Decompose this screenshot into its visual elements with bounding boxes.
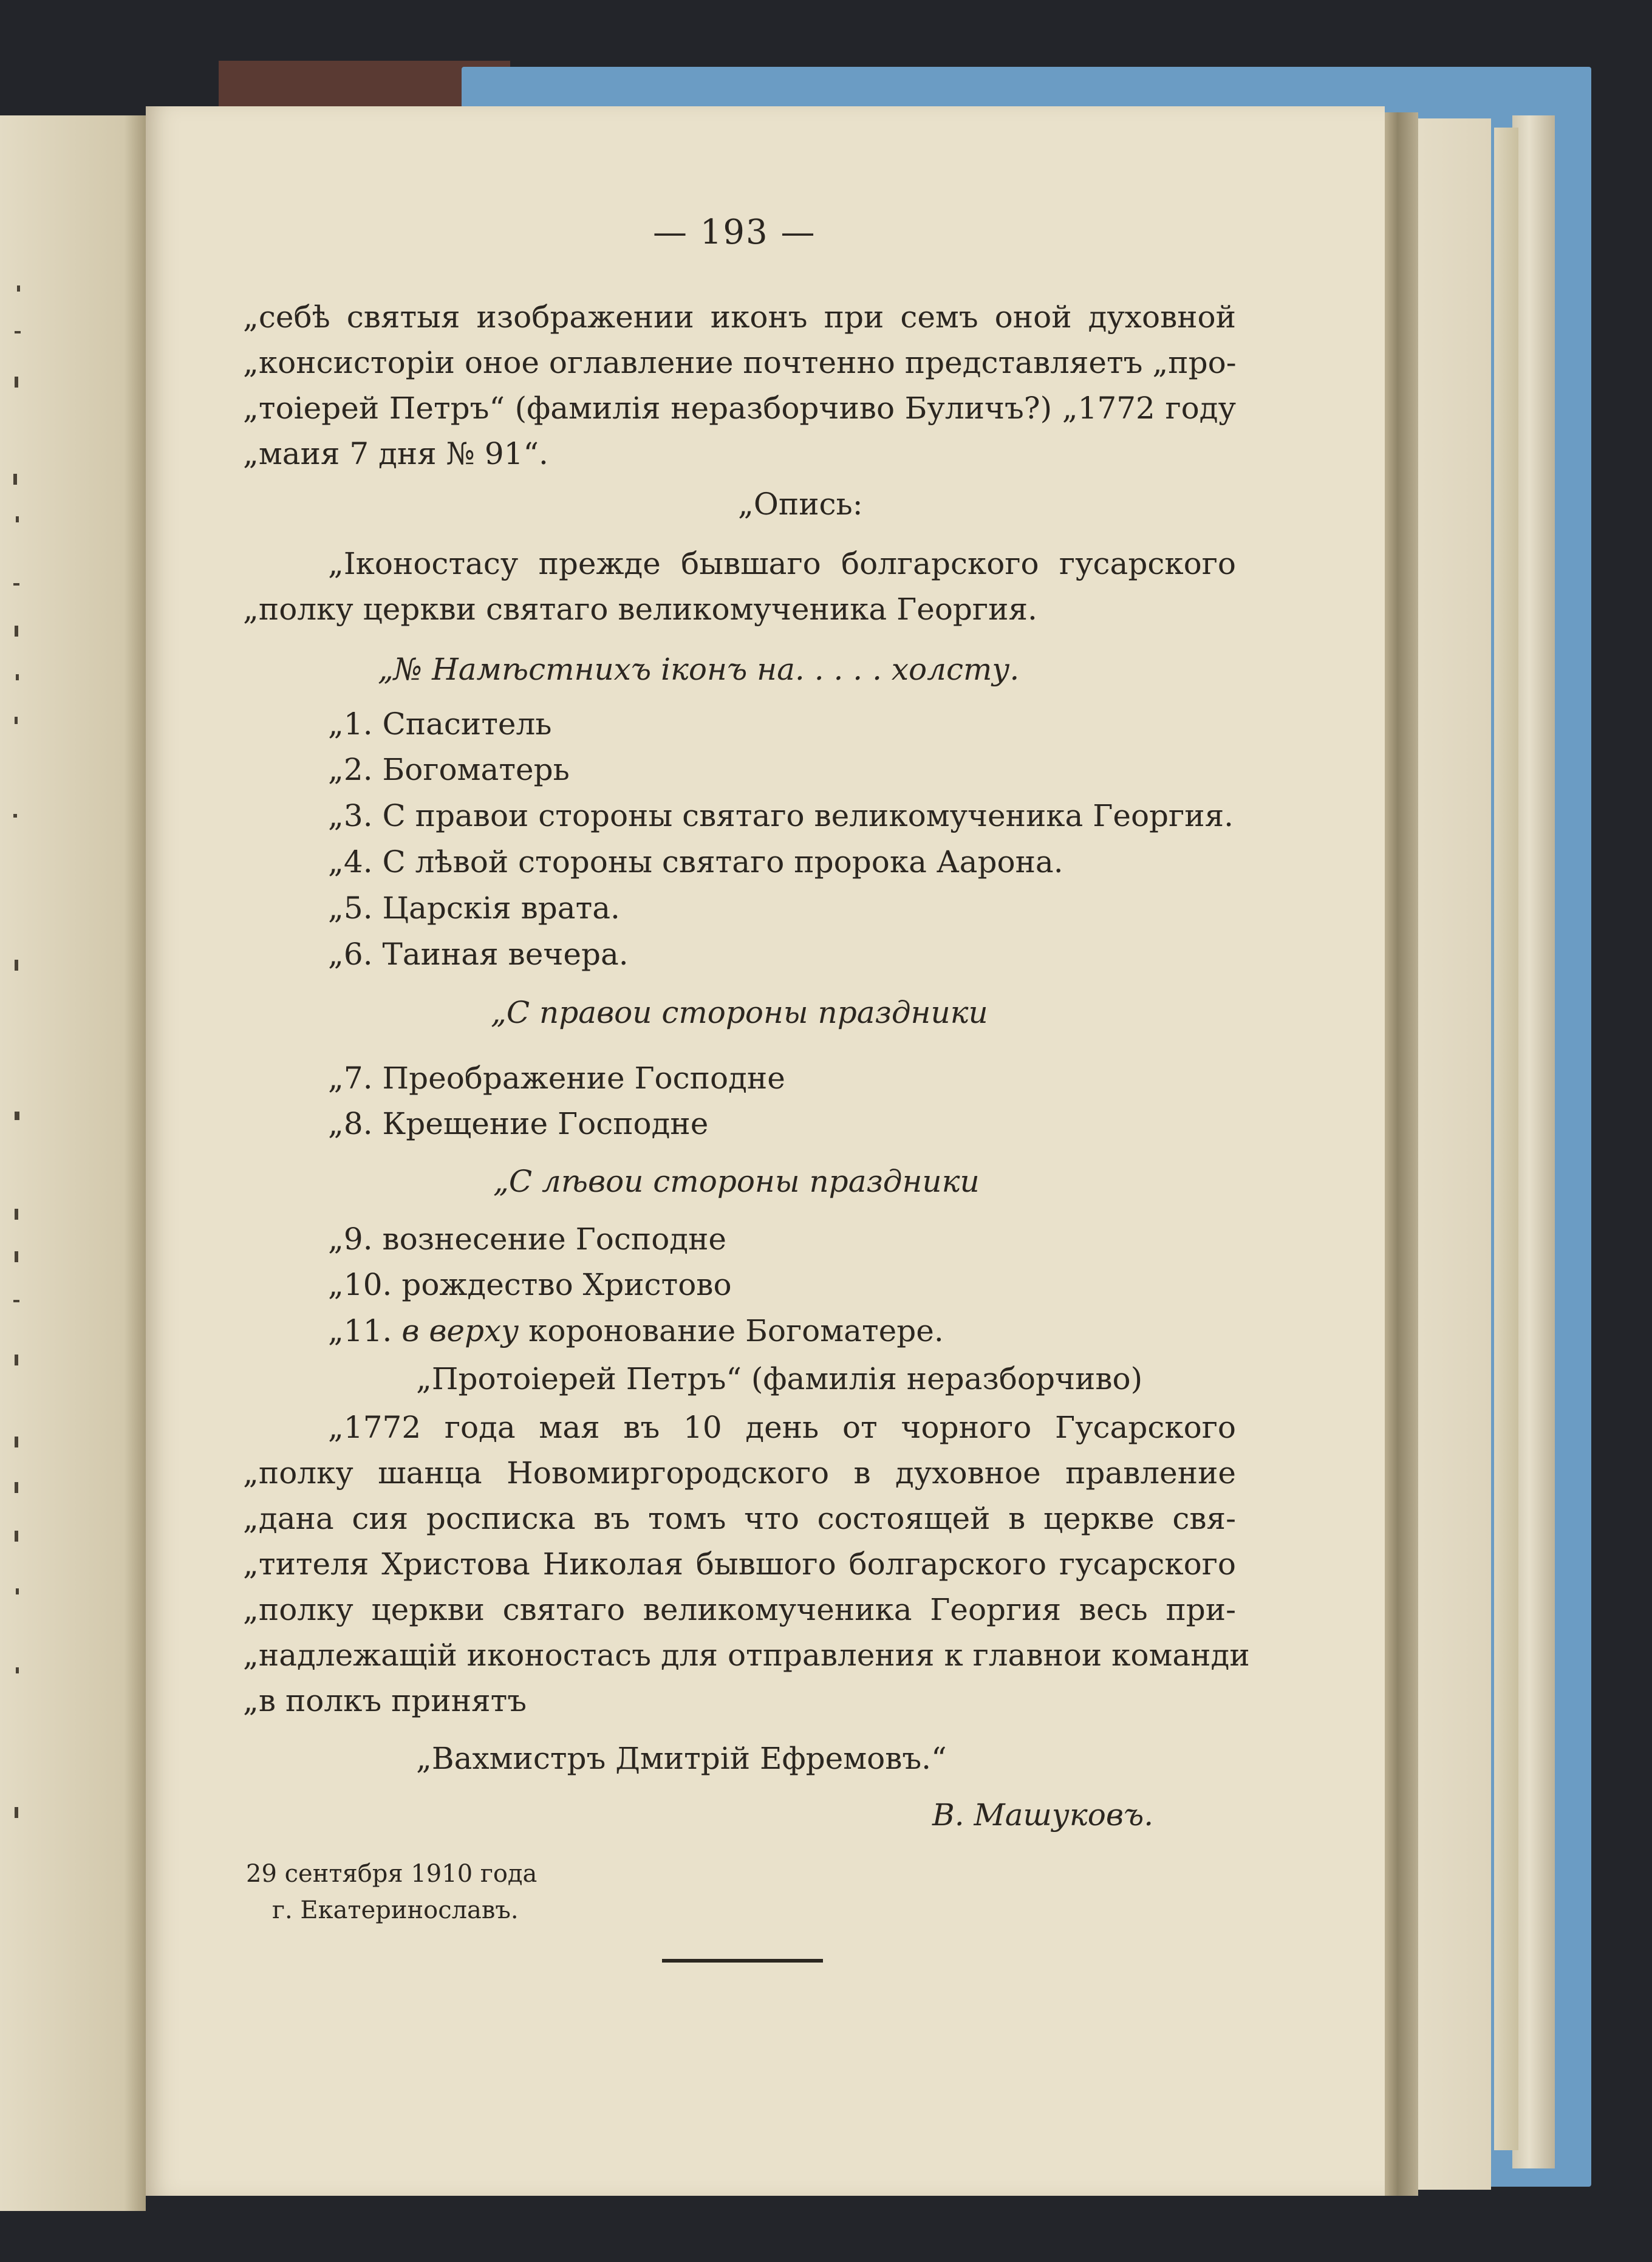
left-page-glyph bbox=[15, 377, 18, 388]
left-page-glyph bbox=[17, 285, 20, 292]
signature-line: „Вахмистръ Дмитрiй Ефремовъ.“ bbox=[416, 1741, 947, 1776]
page-stack-outer bbox=[1418, 118, 1491, 2190]
left-page-glyph bbox=[13, 1300, 19, 1302]
paragraph-line: „в полкъ принятъ bbox=[243, 1683, 527, 1718]
left-page-fragment bbox=[0, 115, 146, 2211]
left-page-glyph bbox=[15, 331, 21, 333]
left-page-glyph bbox=[15, 1209, 18, 1220]
list-item: „6. Таиная вечера. bbox=[328, 937, 629, 972]
paragraph-line: „консисторiи оное оглавление почтенно представляетъ „про- bbox=[243, 345, 1237, 380]
list-item: „5. Царскiя врата. bbox=[328, 890, 620, 926]
paragraph-line: „тителя Христова Николая бывшого болгарского гусарского bbox=[243, 1546, 1236, 1582]
paragraph-line: „полку церкви святаго великомученика Георгия весь при- bbox=[243, 1592, 1236, 1627]
list-item: „2. Богоматерь bbox=[328, 752, 570, 787]
place-line: г. Екатеринославъ. bbox=[272, 1896, 519, 1924]
left-page-glyph bbox=[15, 1112, 19, 1120]
list-heading: „№ Намѣстнихъ iконъ на. . . . . холсту. bbox=[378, 652, 1020, 687]
left-page-glyph bbox=[15, 626, 18, 637]
left-page-glyph bbox=[15, 1437, 18, 1447]
list-item: „4. С лѣвой стороны святаго пророка Аарона. bbox=[328, 844, 1063, 880]
left-page-glyph bbox=[16, 674, 19, 680]
paragraph-line: „маия 7 дня № 91“. bbox=[243, 436, 548, 471]
list-item: „8. Крещение Господне bbox=[328, 1106, 709, 1141]
paragraph-line: „себѣ святыя изображении иконъ при семъ оной духовной bbox=[243, 299, 1236, 335]
item-italic-phrase: в верху bbox=[401, 1313, 519, 1348]
left-page-glyph bbox=[15, 1807, 18, 1818]
left-page-glyph bbox=[15, 1251, 18, 1262]
paragraph-line: „надлежащiй иконостасъ для отправления к главнои команди bbox=[243, 1638, 1250, 1673]
left-page-glyph bbox=[13, 583, 19, 586]
left-page-glyph bbox=[15, 1355, 18, 1365]
section-heading: „С лѣвои стороны праздники bbox=[493, 1164, 980, 1199]
item-number: „11. bbox=[328, 1313, 392, 1348]
signature-line: „Протоiерей Петръ“ (фамилiя неразборчиво) bbox=[416, 1361, 1143, 1396]
date-line: 29 сентября 1910 года bbox=[246, 1860, 538, 1888]
item-text: коронование Богоматере. bbox=[528, 1313, 944, 1348]
section-heading: „С правои стороны праздники bbox=[491, 995, 988, 1030]
author-signature: В. Машуковъ. bbox=[932, 1797, 1154, 1833]
left-page-glyph bbox=[16, 1667, 19, 1673]
list-item: „3. С правои стороны святаго великомученика Георгия. bbox=[328, 798, 1234, 833]
left-page-glyph bbox=[15, 1531, 18, 1542]
page-number: — 193 — bbox=[653, 213, 816, 252]
list-item bbox=[328, 1313, 944, 1348]
book-page-edge-inner bbox=[1494, 128, 1518, 2150]
paragraph-line: „полку шанца Новомиргородского в духовное правление bbox=[243, 1455, 1236, 1491]
inventory-heading: „Опись: bbox=[738, 487, 863, 522]
left-page-glyph bbox=[16, 516, 19, 522]
left-page-glyph bbox=[13, 814, 17, 818]
left-page-glyph bbox=[15, 1482, 18, 1493]
list-item: „9. вознесение Господне bbox=[328, 1222, 727, 1257]
list-item: „1. Спаситель bbox=[328, 706, 552, 742]
paragraph-line: „тоiерей Петръ“ (фамилiя неразборчиво Буличъ?) „1772 году bbox=[243, 391, 1236, 426]
book-page-edge bbox=[1512, 115, 1555, 2168]
paragraph-line: „дана сия росписка въ томъ что состоящей в церкве свя- bbox=[243, 1501, 1236, 1536]
list-item: „10. рождество Христово bbox=[328, 1267, 732, 1302]
end-rule bbox=[662, 1959, 823, 1963]
paragraph-line: „полку церкви святаго великомученика Георгия. bbox=[243, 592, 1037, 627]
left-page-glyph bbox=[15, 717, 18, 724]
list-item: „7. Преображение Господне bbox=[328, 1061, 785, 1096]
paragraph-line: „Iконостасу прежде бывшаго болгарского гусарского bbox=[328, 546, 1236, 581]
left-page-glyph bbox=[15, 960, 18, 971]
left-page-glyph bbox=[13, 474, 17, 485]
paragraph-line: „1772 года мая въ 10 день от чорного Гусарского bbox=[328, 1410, 1236, 1445]
left-page-glyph bbox=[16, 1588, 19, 1594]
